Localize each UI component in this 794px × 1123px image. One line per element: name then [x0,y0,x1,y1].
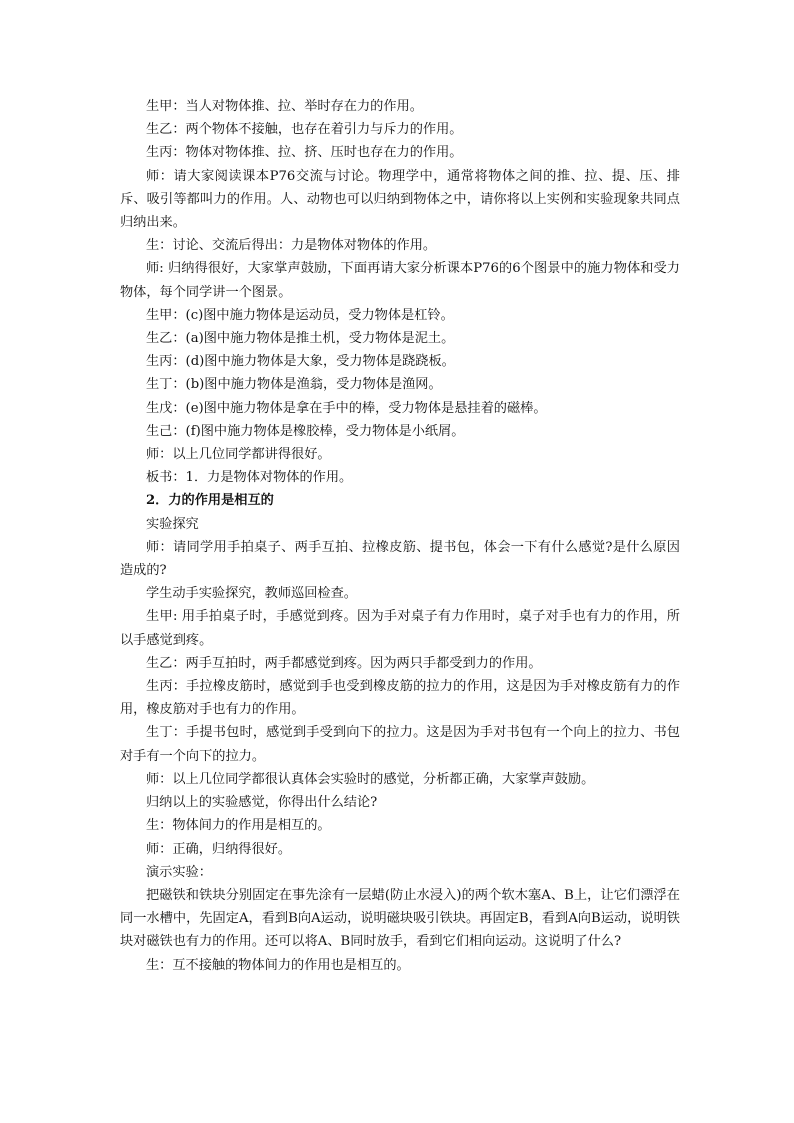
paragraph: 生丁：(b)图中施力物体是渔翁，受力物体是渔网。 [146,377,442,393]
paragraph: 把磁铁和铁块分别固定在事先涂有一层蜡(防止水浸入)的两个软木塞A、B上，让它们漂浮在同一水槽中，先固定A，看到B向A运动，说明磁块吸引铁块。再固定B，看到A向B运动，说明铁块对磁铁也有力的作用。还可以将A、B同时放手，看到它们相向运动。这说明了什么? [120,887,680,950]
paragraph: 生甲：当人对物体推、拉、举时存在力的作用。 [146,99,423,114]
paragraph: 生甲: 用手拍桌子时，手感觉到疼。因为手对桌子有力作用时，桌子对手也有力的作用，所以手感觉到疼。 [120,609,680,648]
paragraph: 生丁：手提书包时，感觉到手受到向下的拉力。这是因为手对书包有一个向上的拉力、书包对手有一个向下的拉力。 [120,725,680,764]
document-body [120,95,680,977]
paragraph: 学生动手实验探究，教师巡回检查。 [146,586,357,602]
paragraph: 生：互不接触的物体间力的作用也是相互的。 [146,957,410,973]
paragraph: 生丙：物体对物体推、拉、挤、压时也存在力的作用。 [146,145,463,161]
paragraph: 生乙：两手互拍时，两手都感觉到疼。因为两只手都受到力的作用。 [146,655,542,671]
paragraph: 生己：(f)图中施力物体是橡胶棒，受力物体是小纸屑。 [146,423,465,439]
paragraph: 生乙：(a)图中施力物体是推土机，受力物体是泥土。 [146,331,455,347]
paragraph: 生：讨论、交流后得出：力是物体对物体的作用。 [146,238,437,254]
paragraph: 板书：1．力是物体对物体的作用。 [146,470,353,486]
paragraph: 生丙：(d)图中施力物体是大象，受力物体是跷跷板。 [146,354,455,370]
paragraph: 师：以上几位同学都讲得很好。 [146,447,331,463]
paragraph: 师: 归纳得很好，大家掌声鼓励，下面再请大家分析课本P76的6个图景中的施力物体和受力物体，每个同学讲一个图景。 [120,261,680,300]
paragraph: 师：正确，归纳得很好。 [146,841,292,857]
paragraph: 生：物体间力的作用是相互的。 [146,818,331,834]
paragraph: 生甲：(c)图中施力物体是运动员，受力物体是杠铃。 [146,307,454,323]
paragraph: 师：以上几位同学都很认真体会实验时的感觉，分析都正确，大家掌声鼓励。 [146,771,595,787]
paragraph: 生乙：两个物体不接触，也存在着引力与斥力的作用。 [146,122,463,138]
paragraph: 归纳以上的实验感觉，你得出什么结论? [146,795,378,811]
paragraph: 生丙：手拉橡皮筋时，感觉到手也受到橡皮筋的拉力的作用，这是因为手对橡皮筋有力的作用，橡皮筋对手也有力的作用。 [120,679,680,718]
paragraph: 演示实验： [146,864,212,880]
paragraph: 实验探究 [146,516,199,532]
paragraph: 师：请同学用手拍桌子、两手互拍、拉橡皮筋、提书包，体会一下有什么感觉?是什么原因造成的? [120,539,680,579]
paragraph: 师：请大家阅读课本P76交流与讨论。物理学中，通常将物体之间的推、拉、提、压、排斥、吸引等都叫力的作用。人、动物也可以归纳到物体之中，请你将以上实例和实验现象共同点归纳出来。 [120,168,680,231]
section-heading: 2．力的作用是相互的 [146,493,274,509]
paragraph: 生戊：(e)图中施力物体是拿在手中的棒，受力物体是悬挂着的磁棒。 [146,400,547,416]
